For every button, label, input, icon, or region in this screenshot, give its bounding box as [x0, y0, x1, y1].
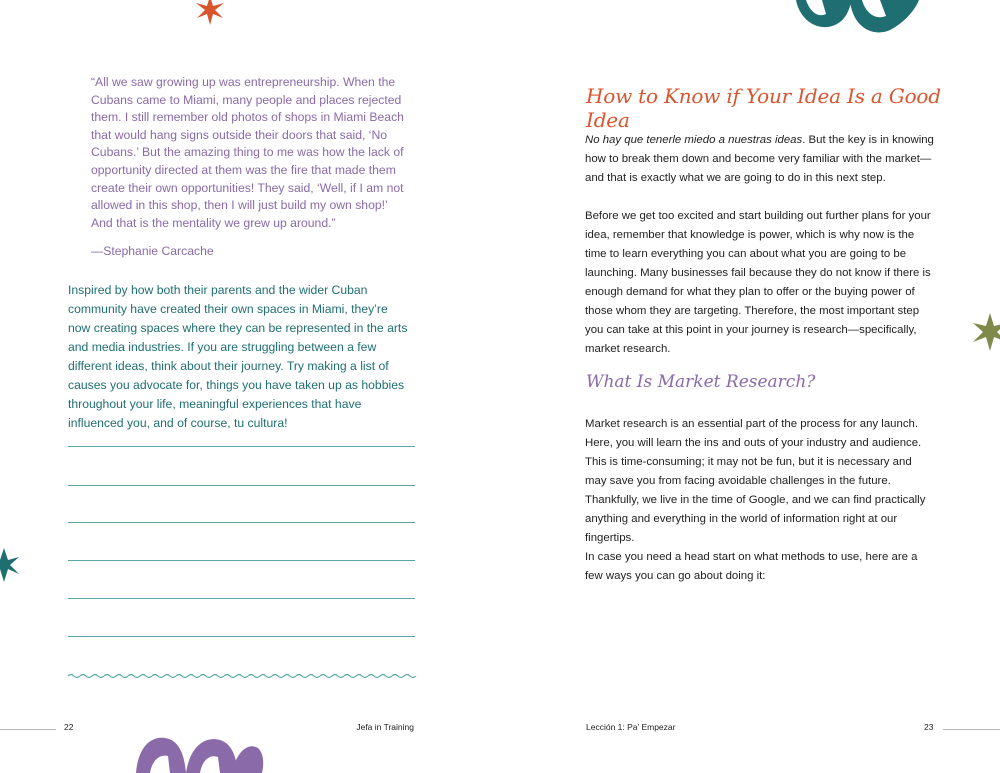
left-paragraph: Inspired by how both their parents and the wider Cuban community have created their own spaces in Miami, they’re now creating spaces where they can be represented in the arts and media industries. If you are struggling between a few different ideas, think about their journey. Try making a list of causes you advocate for, things you have taken up as hobbies throughout your life, meaningful experiences that have influenced you, and of course, tu cultura!	[68, 283, 408, 430]
right-paragraph-4: In case you need a head start on what methods to use, here are a few ways you can go about doing it:	[585, 551, 918, 582]
spanish-phrase: No hay que tenerle miedo a nuestras ideas	[585, 134, 803, 146]
running-head-right: Lección 1: Pa’ Empezar	[586, 722, 676, 732]
quote-block: “All we saw growing up was entrepreneurship. When the Cubans came to Miami, many people and places rejected them. I still remember old photos of shops in Miami Beach that would hang signs outside their doors that said, ‘No Cubans.’ But the amazing thing to me was how the lack of opportunity directed at them was the fire that made them create their own opportunities! They said, ‘Well, if I am not allowed in this shop, then I will just build my own shop!’ And that is the mentality we grew up around.”	[91, 75, 404, 230]
footer-rule	[0, 729, 56, 730]
writing-line	[68, 636, 415, 637]
right-paragraph-1	[585, 131, 935, 188]
teal-wave-shape-icon	[796, 0, 919, 32]
right-paragraph-2: Before we get too excited and start building out further plans for your idea, remember that knowledge is power, which is why now is the time to learn everything you can about what you are going to be launching. Many businesses fail because they do not know if there is enough demand for what they plan to offer or the buying power of those whom they are targeting. Therefore, the most important step you can take at this point in your journey is research—specifically, market research.	[585, 210, 931, 355]
writing-line	[68, 522, 415, 523]
heading-market-research: What Is Market Research?	[586, 372, 816, 392]
writing-line	[68, 485, 415, 486]
page-number-right: 23	[924, 722, 934, 732]
writing-line	[68, 598, 415, 599]
page-number-left: 22	[64, 722, 74, 732]
heading-good-idea: How to Know if Your Idea Is a Good Idea	[586, 84, 941, 132]
writing-line	[68, 446, 415, 447]
right-paragraph-3: Market research is an essential part of the process for any launch. Here, you will learn the ins and outs of your industry and audience. This is time-consuming; it may not be fun, but it is necessary and may save you from facing avoidable challenges in the future. Thankfully, we live in the time of Google, and we can find practically anything and everything in the world of information right at our fingertips.	[585, 418, 926, 544]
footer-rule	[943, 729, 1000, 730]
writing-line	[68, 560, 415, 561]
quote-attribution: —Stephanie Carcache	[91, 244, 214, 258]
olive-starburst-icon	[973, 313, 1000, 351]
paragraph-1-rest: . But the key is in knowing how to break them down and become very familiar with the market—and that is exactly what we are going to do in this next step.	[585, 134, 934, 184]
running-head-left: Jefa in Training	[356, 722, 414, 732]
